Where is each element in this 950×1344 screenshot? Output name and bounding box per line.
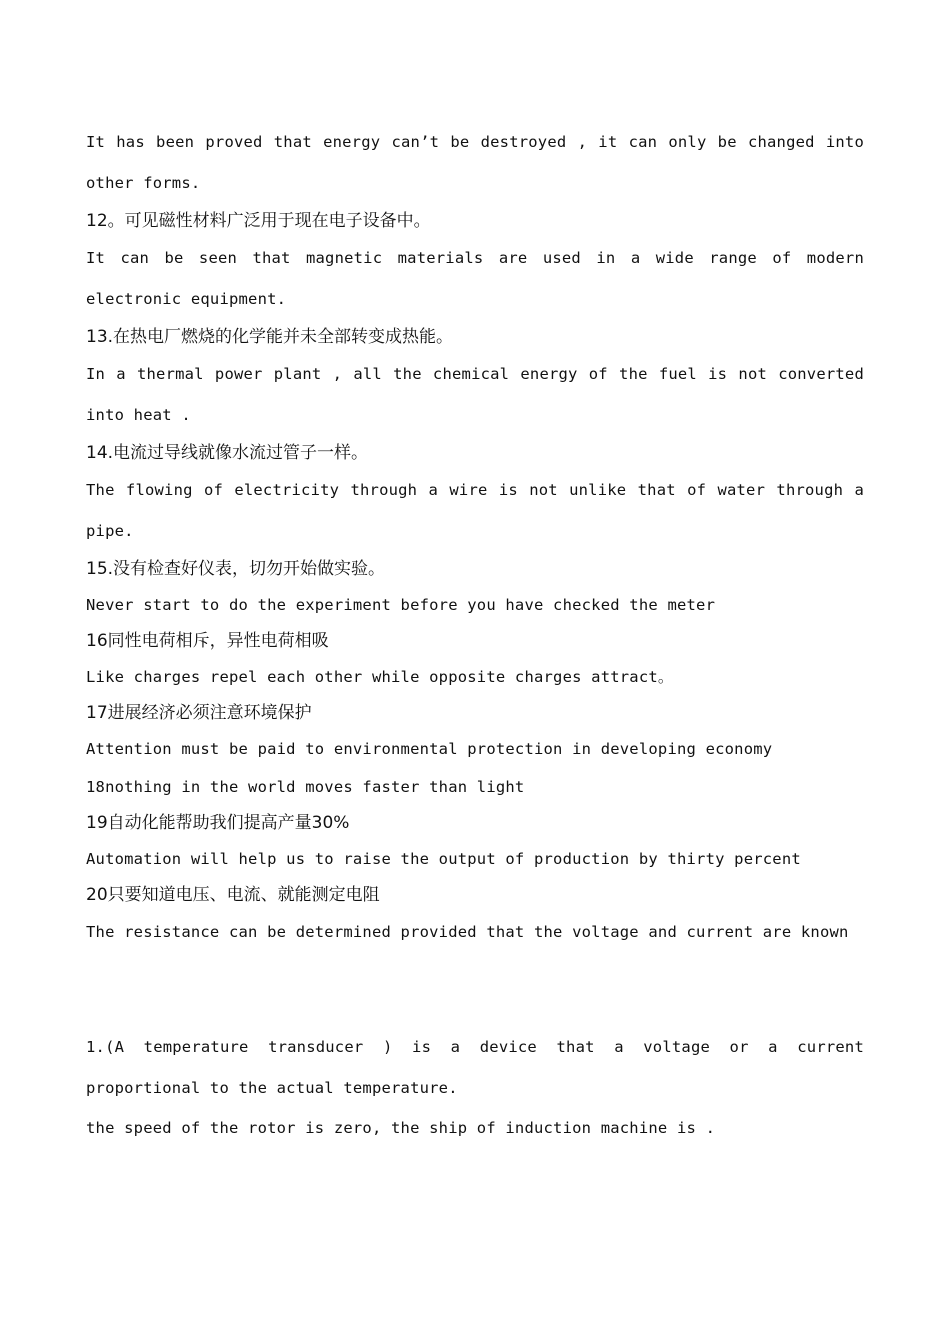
heading-line: 12。可见磁性材料广泛用于现在电子设备中。 [86,211,431,231]
heading-line: 14.电流过导线就像水流过管子一样。 [86,443,369,463]
heading-line: 15.没有检查好仪表，切勿开始做实验。 [86,559,386,579]
text-line: Like charges repel each other while opposite charges attract。 [86,668,674,686]
text-line: Attention must be paid to environmental protection in developing economy [86,740,773,758]
heading-line: 13.在热电厂燃烧的化学能并未全部转变成热能。 [86,327,454,347]
section-gap [86,953,864,1027]
text-line: 18nothing in the world moves faster than light [86,778,525,796]
heading-line: 17进展经济必须注意环境保护 [86,703,312,723]
text-line: The flowing of electricity through a wire is not unlike that of water through a pipe. [86,481,864,540]
text-line: the speed of the rotor is zero, the ship of induction machine is . [86,1119,716,1137]
text-line: 1.(A temperature transducer ) is a device that a voltage or a current proportional to the actual temperature. [86,1038,864,1097]
heading-line: 20只要知道电压、电流、就能测定电阻 [86,885,380,905]
text-line: Never start to do the experiment before you have checked the meter [86,596,716,614]
text-line: The resistance can be determined provided that the voltage and current are known [86,923,849,941]
text-line: It can be seen that magnetic materials are used in a wide range of modern electronic equipment. [86,249,864,308]
text-line: In a thermal power plant , all the chemical energy of the fuel is not converted into heat . [86,365,864,424]
heading-line: 19自动化能帮助我们提高产量30% [86,813,350,833]
text-line: It has been proved that energy can’t be destroyed , it can only be changed into other forms. [86,133,864,192]
heading-line: 16同性电荷相斥，异性电荷相吸 [86,631,329,651]
text-line: Automation will help us to raise the output of production by thirty percent [86,850,801,868]
document-page [86,122,864,1147]
